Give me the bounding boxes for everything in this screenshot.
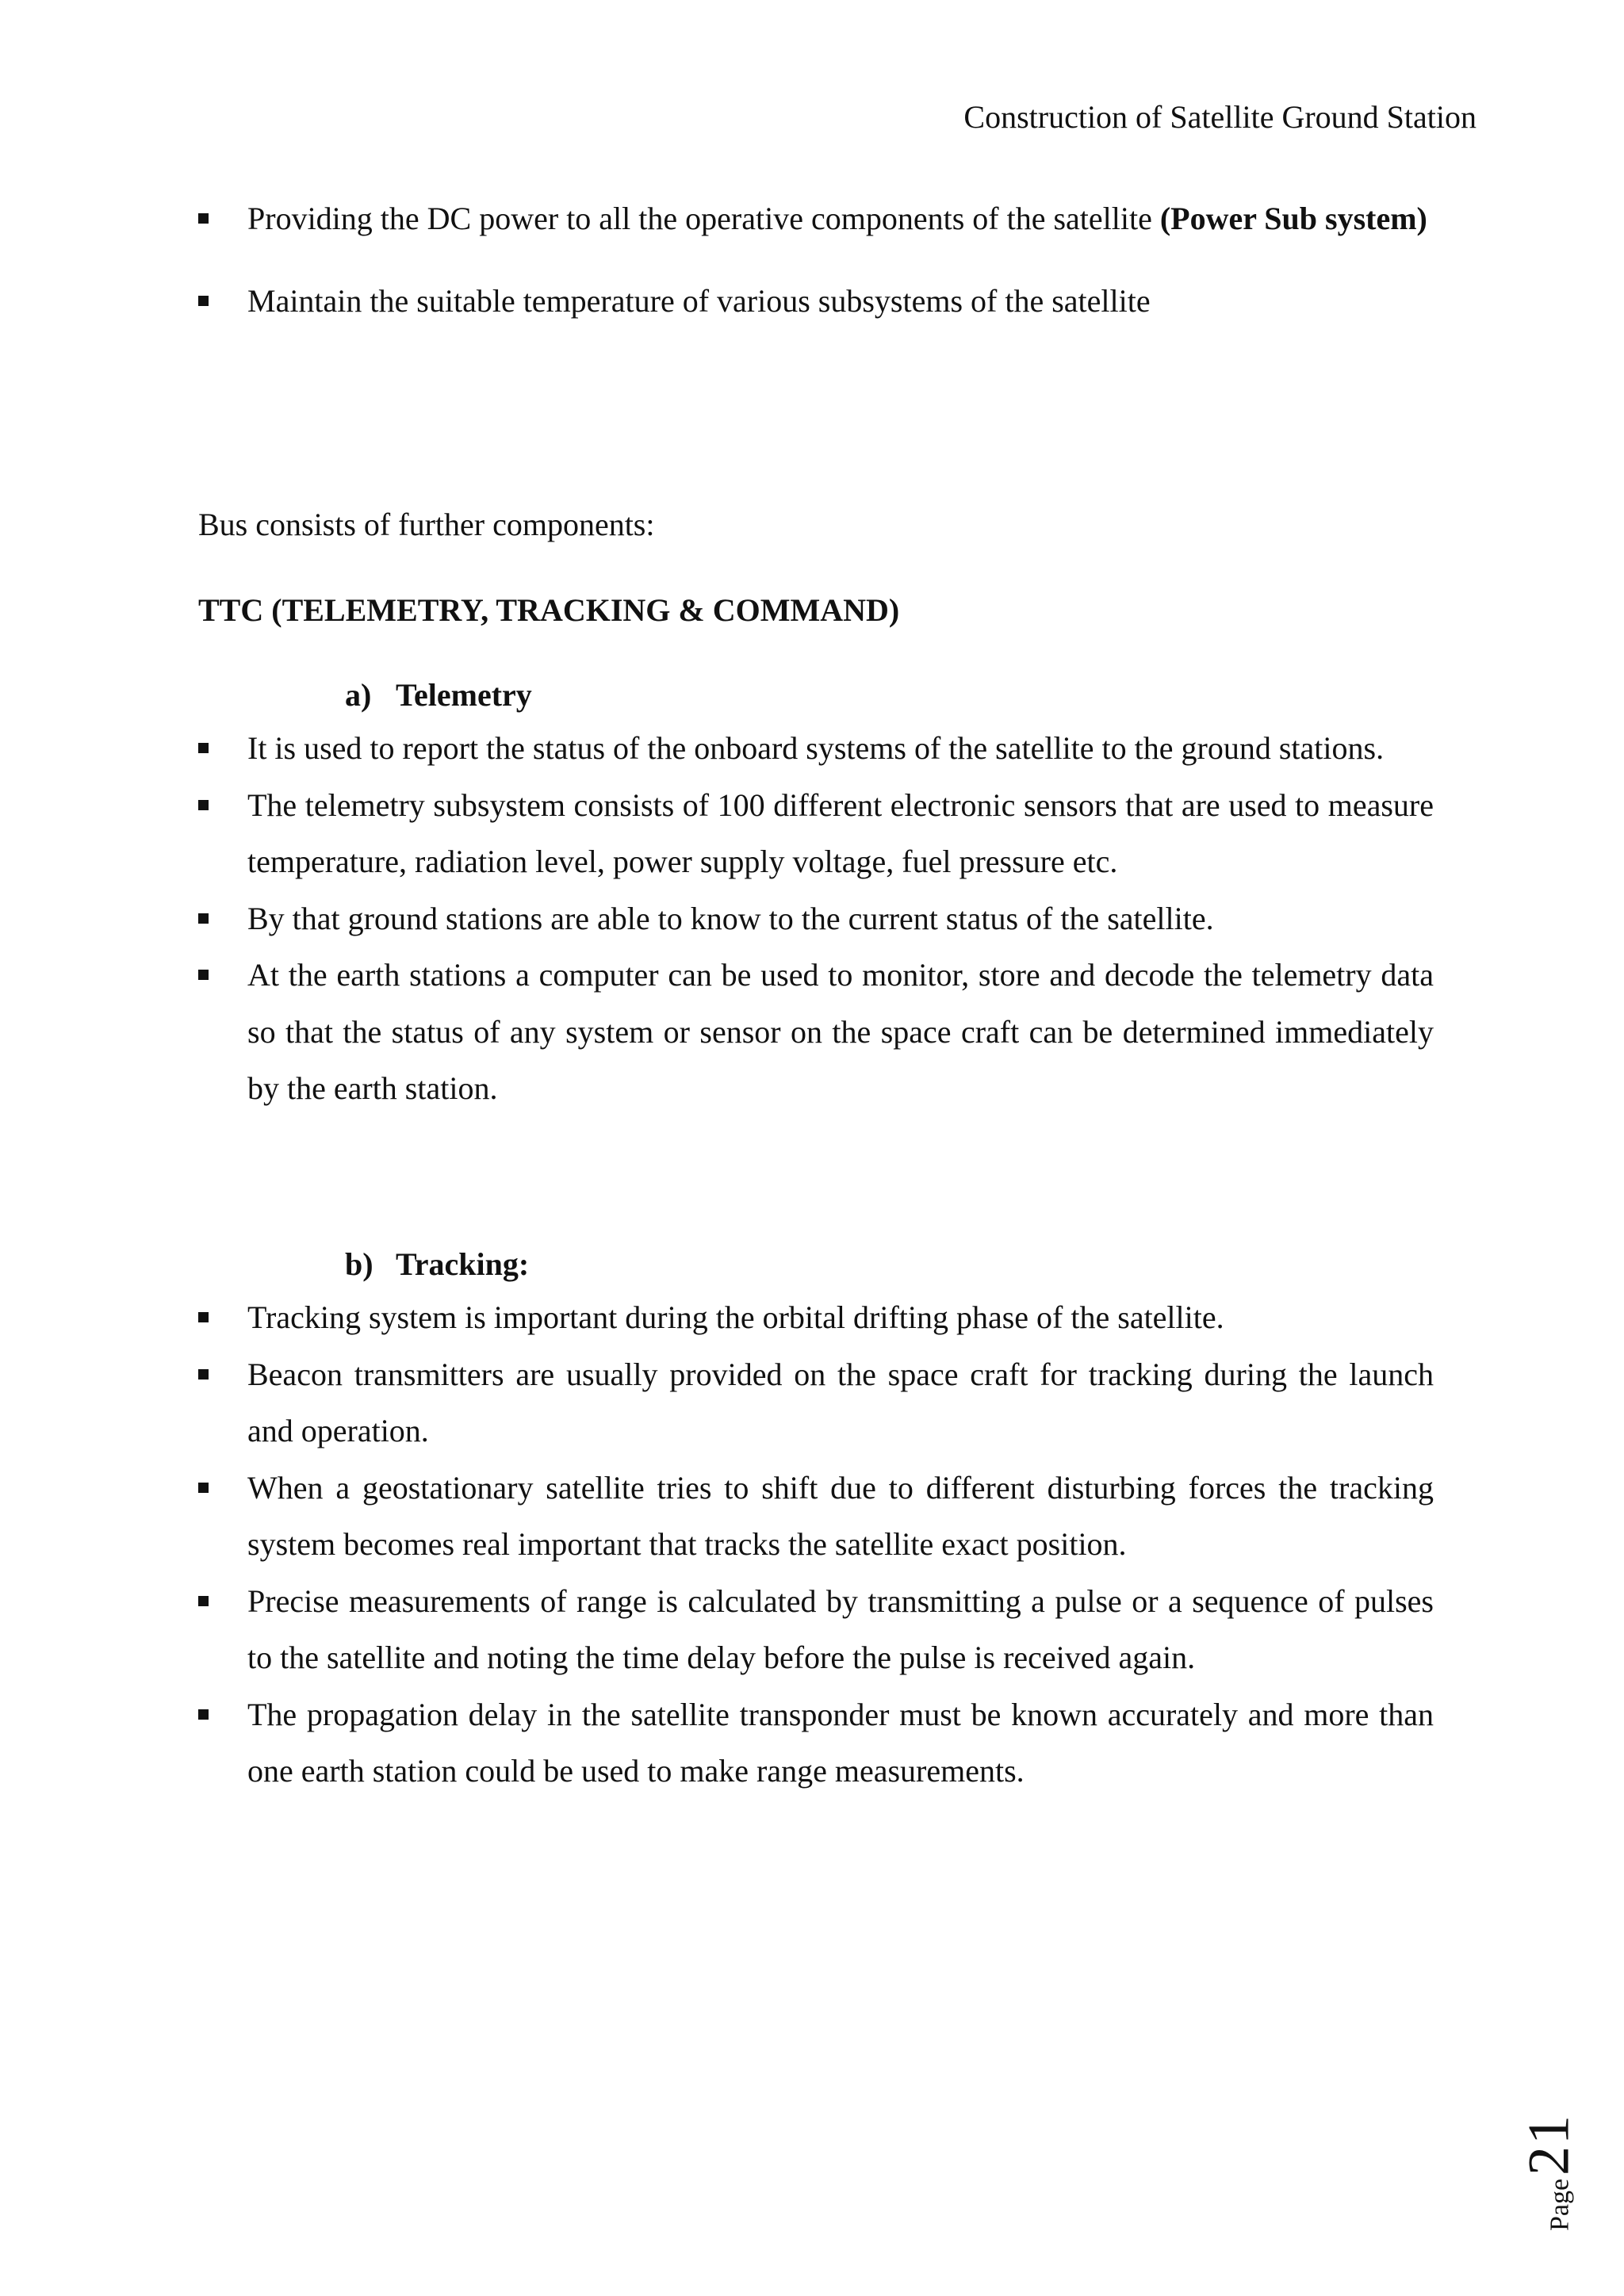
square-bullet-icon	[198, 1596, 209, 1606]
page-number	[1516, 2093, 1582, 2252]
running-header: Construction of Satellite Ground Station	[963, 99, 1477, 135]
bullet-text: Tracking system is important during the orbital drifting phase of the satellite.	[247, 1299, 1224, 1335]
bullet-text: By that ground stations are able to know to the current status of the satellite.	[247, 900, 1214, 936]
square-bullet-icon	[198, 800, 209, 810]
square-bullet-icon	[198, 1369, 209, 1380]
telemetry-bullet-list	[247, 720, 1434, 1117]
bullet-text: When a geostationary satellite tries to shift due to different disturbing forces the tracking system becomes real important that tracks the satellite exact position.	[247, 1469, 1434, 1562]
bullet-text: The propagation delay in the satellite transponder must be known accurately and more than one earth station could be used to make range measurements.	[247, 1696, 1434, 1789]
square-bullet-icon	[198, 1709, 209, 1720]
list-item	[247, 947, 1434, 1117]
square-bullet-icon	[198, 970, 209, 980]
tracking-heading	[345, 1242, 529, 1287]
page-number-label: Page	[1545, 2178, 1575, 2232]
bullet-text: Beacon transmitters are usually provided on the space craft for tracking during the launch and operation.	[247, 1356, 1434, 1448]
bullet-text: Maintain the suitable temperature of various subsystems of the satellite	[247, 283, 1151, 319]
list-item	[247, 777, 1434, 890]
telemetry-title: Telemetry	[396, 677, 532, 713]
bullet-text: It is used to report the status of the onboard systems of the satellite to the ground stations.	[247, 730, 1385, 766]
square-bullet-icon	[198, 913, 209, 924]
list-item	[247, 1686, 1434, 1800]
square-bullet-icon	[198, 296, 209, 306]
bullet-text: Precise measurements of range is calculated by transmitting a pulse or a sequence of pulses to the satellite and noting the time delay before the pulse is received again.	[247, 1582, 1434, 1675]
list-item	[247, 890, 1434, 947]
tracking-title: Tracking:	[396, 1246, 530, 1282]
square-bullet-icon	[198, 1483, 209, 1493]
telemetry-heading	[345, 673, 532, 718]
bullet-text: Providing the DC power to all the operative components of the satellite	[247, 201, 1160, 236]
bullet-text: At the earth stations a computer can be used to monitor, store and decode the telemetry data so that the status of any system or sensor on the space craft can be determined immediately by the earth station.	[247, 957, 1434, 1106]
list-item	[247, 190, 1434, 247]
tracking-bullet-list	[247, 1289, 1434, 1800]
list-item	[247, 1460, 1434, 1573]
list-item	[247, 1346, 1434, 1460]
list-item	[247, 1573, 1434, 1686]
list-item	[247, 273, 1434, 330]
list-item	[247, 1289, 1434, 1346]
tracking-letter: b)	[345, 1246, 373, 1282]
intro-bullet-list	[247, 190, 1434, 355]
square-bullet-icon	[198, 743, 209, 753]
square-bullet-icon	[198, 213, 209, 224]
page-number-value: 21	[1516, 2113, 1582, 2175]
square-bullet-icon	[198, 1312, 209, 1322]
telemetry-letter: a)	[345, 677, 372, 713]
list-item	[247, 720, 1434, 777]
bus-intro-paragraph: Bus consists of further components:	[198, 507, 655, 542]
ttc-section-heading: TTC (TELEMETRY, TRACKING & COMMAND)	[198, 592, 900, 628]
bullet-text: The telemetry subsystem consists of 100 different electronic sensors that are used to measure temperature, radiation level, power supply voltage, fuel pressure etc.	[247, 786, 1434, 879]
bullet-bold-text: (Power Sub system)	[1159, 201, 1427, 236]
